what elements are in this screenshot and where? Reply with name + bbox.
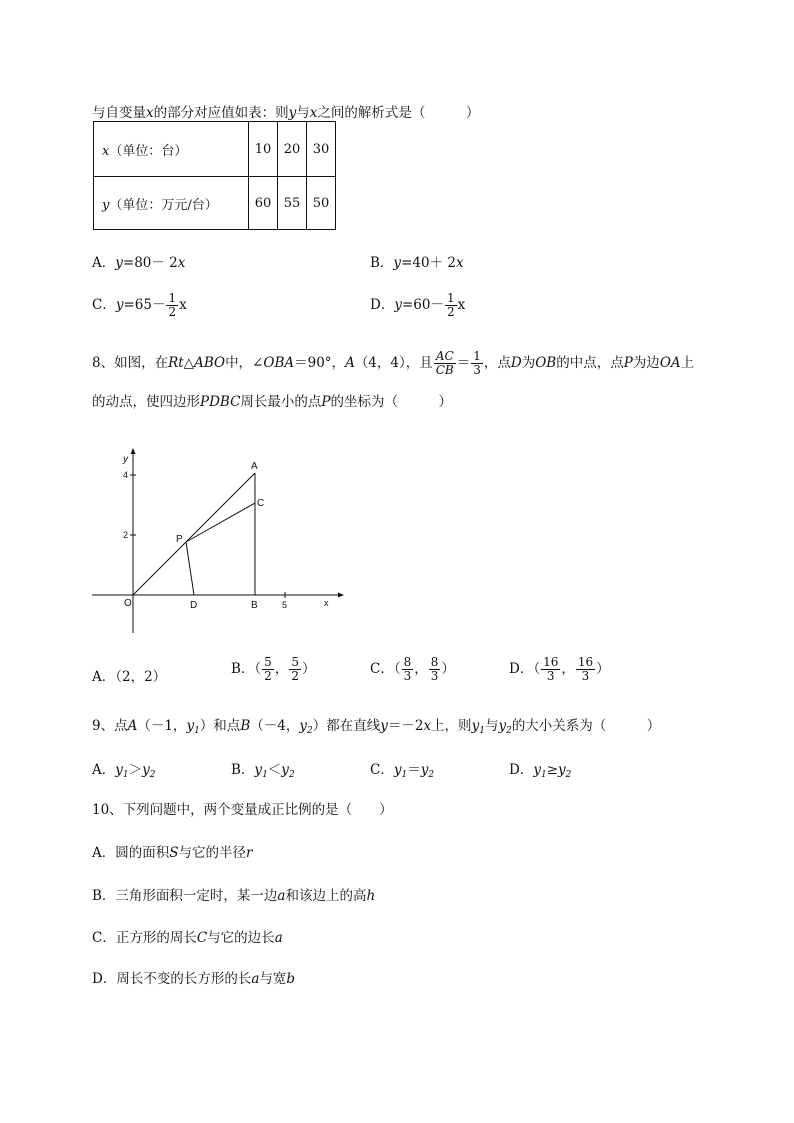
ratio-fraction: $\frac{AC}{CB}$ — [435, 349, 454, 377]
fraction: $\frac{16}{3}$ — [577, 655, 594, 683]
table-row — [94, 177, 336, 230]
q7-option-b[interactable]: B．y=40＋ 2x — [370, 255, 464, 271]
q7-option-a[interactable]: A．y=80－ 2x — [92, 255, 186, 271]
segment-oa — [133, 473, 255, 595]
q7-option-d[interactable]: D．y=60－ $\frac{1}{2}$ x — [370, 291, 466, 319]
table-cell: 10 — [249, 122, 278, 177]
q10-option-a[interactable]: A．圆的面积S与它的半径r — [92, 845, 253, 861]
table-row — [94, 122, 336, 177]
q10-stem: 10、下列问题中，两个变量成正比例的是（ ） — [92, 802, 393, 818]
q10-option-d[interactable]: D．周长不变的长方形的长a与宽b — [92, 971, 296, 987]
point-label-a: A — [251, 461, 258, 472]
fraction: $\frac{8}{3}$ — [403, 655, 412, 683]
q8-stem-line2: 的动点，使四边形PDBC周长最小的点P的坐标为（ ） — [92, 394, 453, 410]
point-label-o: O — [124, 598, 132, 609]
fraction: $\frac{1}{2}$ — [446, 291, 455, 319]
fraction: $\frac{5}{2}$ — [264, 655, 272, 683]
point-label-b: B — [251, 600, 258, 611]
q7-stem: 与自变量x的部分对应值如表：则y与x之间的解析式是（ ） — [92, 105, 480, 121]
point-label-p: P — [176, 534, 183, 545]
q9-option-a[interactable]: A．$y_1>y_2$ — [92, 762, 156, 780]
q8-option-d[interactable]: D．（ $\frac{16}{3}$ ， $\frac{16}{3}$ ） — [509, 655, 610, 683]
tick-label: 4 — [123, 470, 129, 480]
tick-label: 5 — [282, 600, 288, 610]
row-x-label: x（单位：台） — [94, 122, 249, 177]
q10-option-b[interactable]: B．三角形面积一定时，某一边a和该边上的高h — [92, 888, 376, 904]
q7-option-c[interactable]: C．y=65－ $\frac{1}{2}$ x — [92, 291, 187, 319]
q8-option-b[interactable]: B．（ $\frac{5}{2}$ ， $\frac{5}{2}$ ） — [231, 655, 316, 683]
x-axis-arrow-icon — [338, 593, 344, 598]
table-cell: 55 — [278, 177, 307, 230]
point-label-c: C — [257, 498, 265, 509]
q9-stem: 9、点A（－1，$y_1$）和点B（－4，$y_2$）都在直线y＝－2x上，则$y_1$与$y_2$的大小关系为（ ） — [92, 718, 661, 736]
tick-label: 2 — [123, 530, 129, 540]
table-cell: 60 — [249, 177, 278, 230]
table-cell: 30 — [307, 122, 336, 177]
axis-label-x: x — [324, 598, 329, 608]
point-label-d: D — [190, 600, 198, 611]
coordinate-figure — [90, 445, 350, 640]
table-cell: 50 — [307, 177, 336, 230]
q10-option-c[interactable]: C．正方形的周长C与它的边长a — [92, 930, 283, 946]
fraction: $\frac{1}{2}$ — [168, 291, 177, 319]
q9-option-b[interactable]: B．$y_1<y_2$ — [231, 762, 295, 780]
fraction: $\frac{8}{3}$ — [430, 655, 439, 683]
segment-pc — [186, 503, 255, 542]
segment-pd — [186, 542, 194, 595]
y-axis-arrow-icon — [131, 448, 136, 454]
fraction: $\frac{16}{3}$ — [543, 655, 559, 683]
q8-option-c[interactable]: C．（ $\frac{8}{3}$ ， $\frac{8}{3}$ ） — [370, 655, 455, 683]
fraction: $\frac{5}{2}$ — [291, 655, 299, 683]
value-table — [93, 121, 336, 230]
q9-option-d[interactable]: D．$y_1\ge y_2$ — [509, 762, 572, 780]
row-y-label: y（单位：万元/台） — [94, 177, 249, 230]
ratio-value: $\frac{1}{3}$ — [473, 349, 481, 377]
table-cell: 20 — [278, 122, 307, 177]
axis-label-y: y — [123, 454, 128, 465]
q9-option-c[interactable]: C．$y_1=y_2$ — [370, 762, 435, 780]
q8-option-a[interactable]: A．（2，2） — [92, 669, 167, 685]
q8-stem-line1: 8、如图，在Rt△ABO中，∠OBA＝90°，A（4，4），且 $\frac{AC}{CB}$ ＝ $\frac{1}{3}$ ，点D为OB的中点，点P为边OA上 — [92, 349, 695, 377]
